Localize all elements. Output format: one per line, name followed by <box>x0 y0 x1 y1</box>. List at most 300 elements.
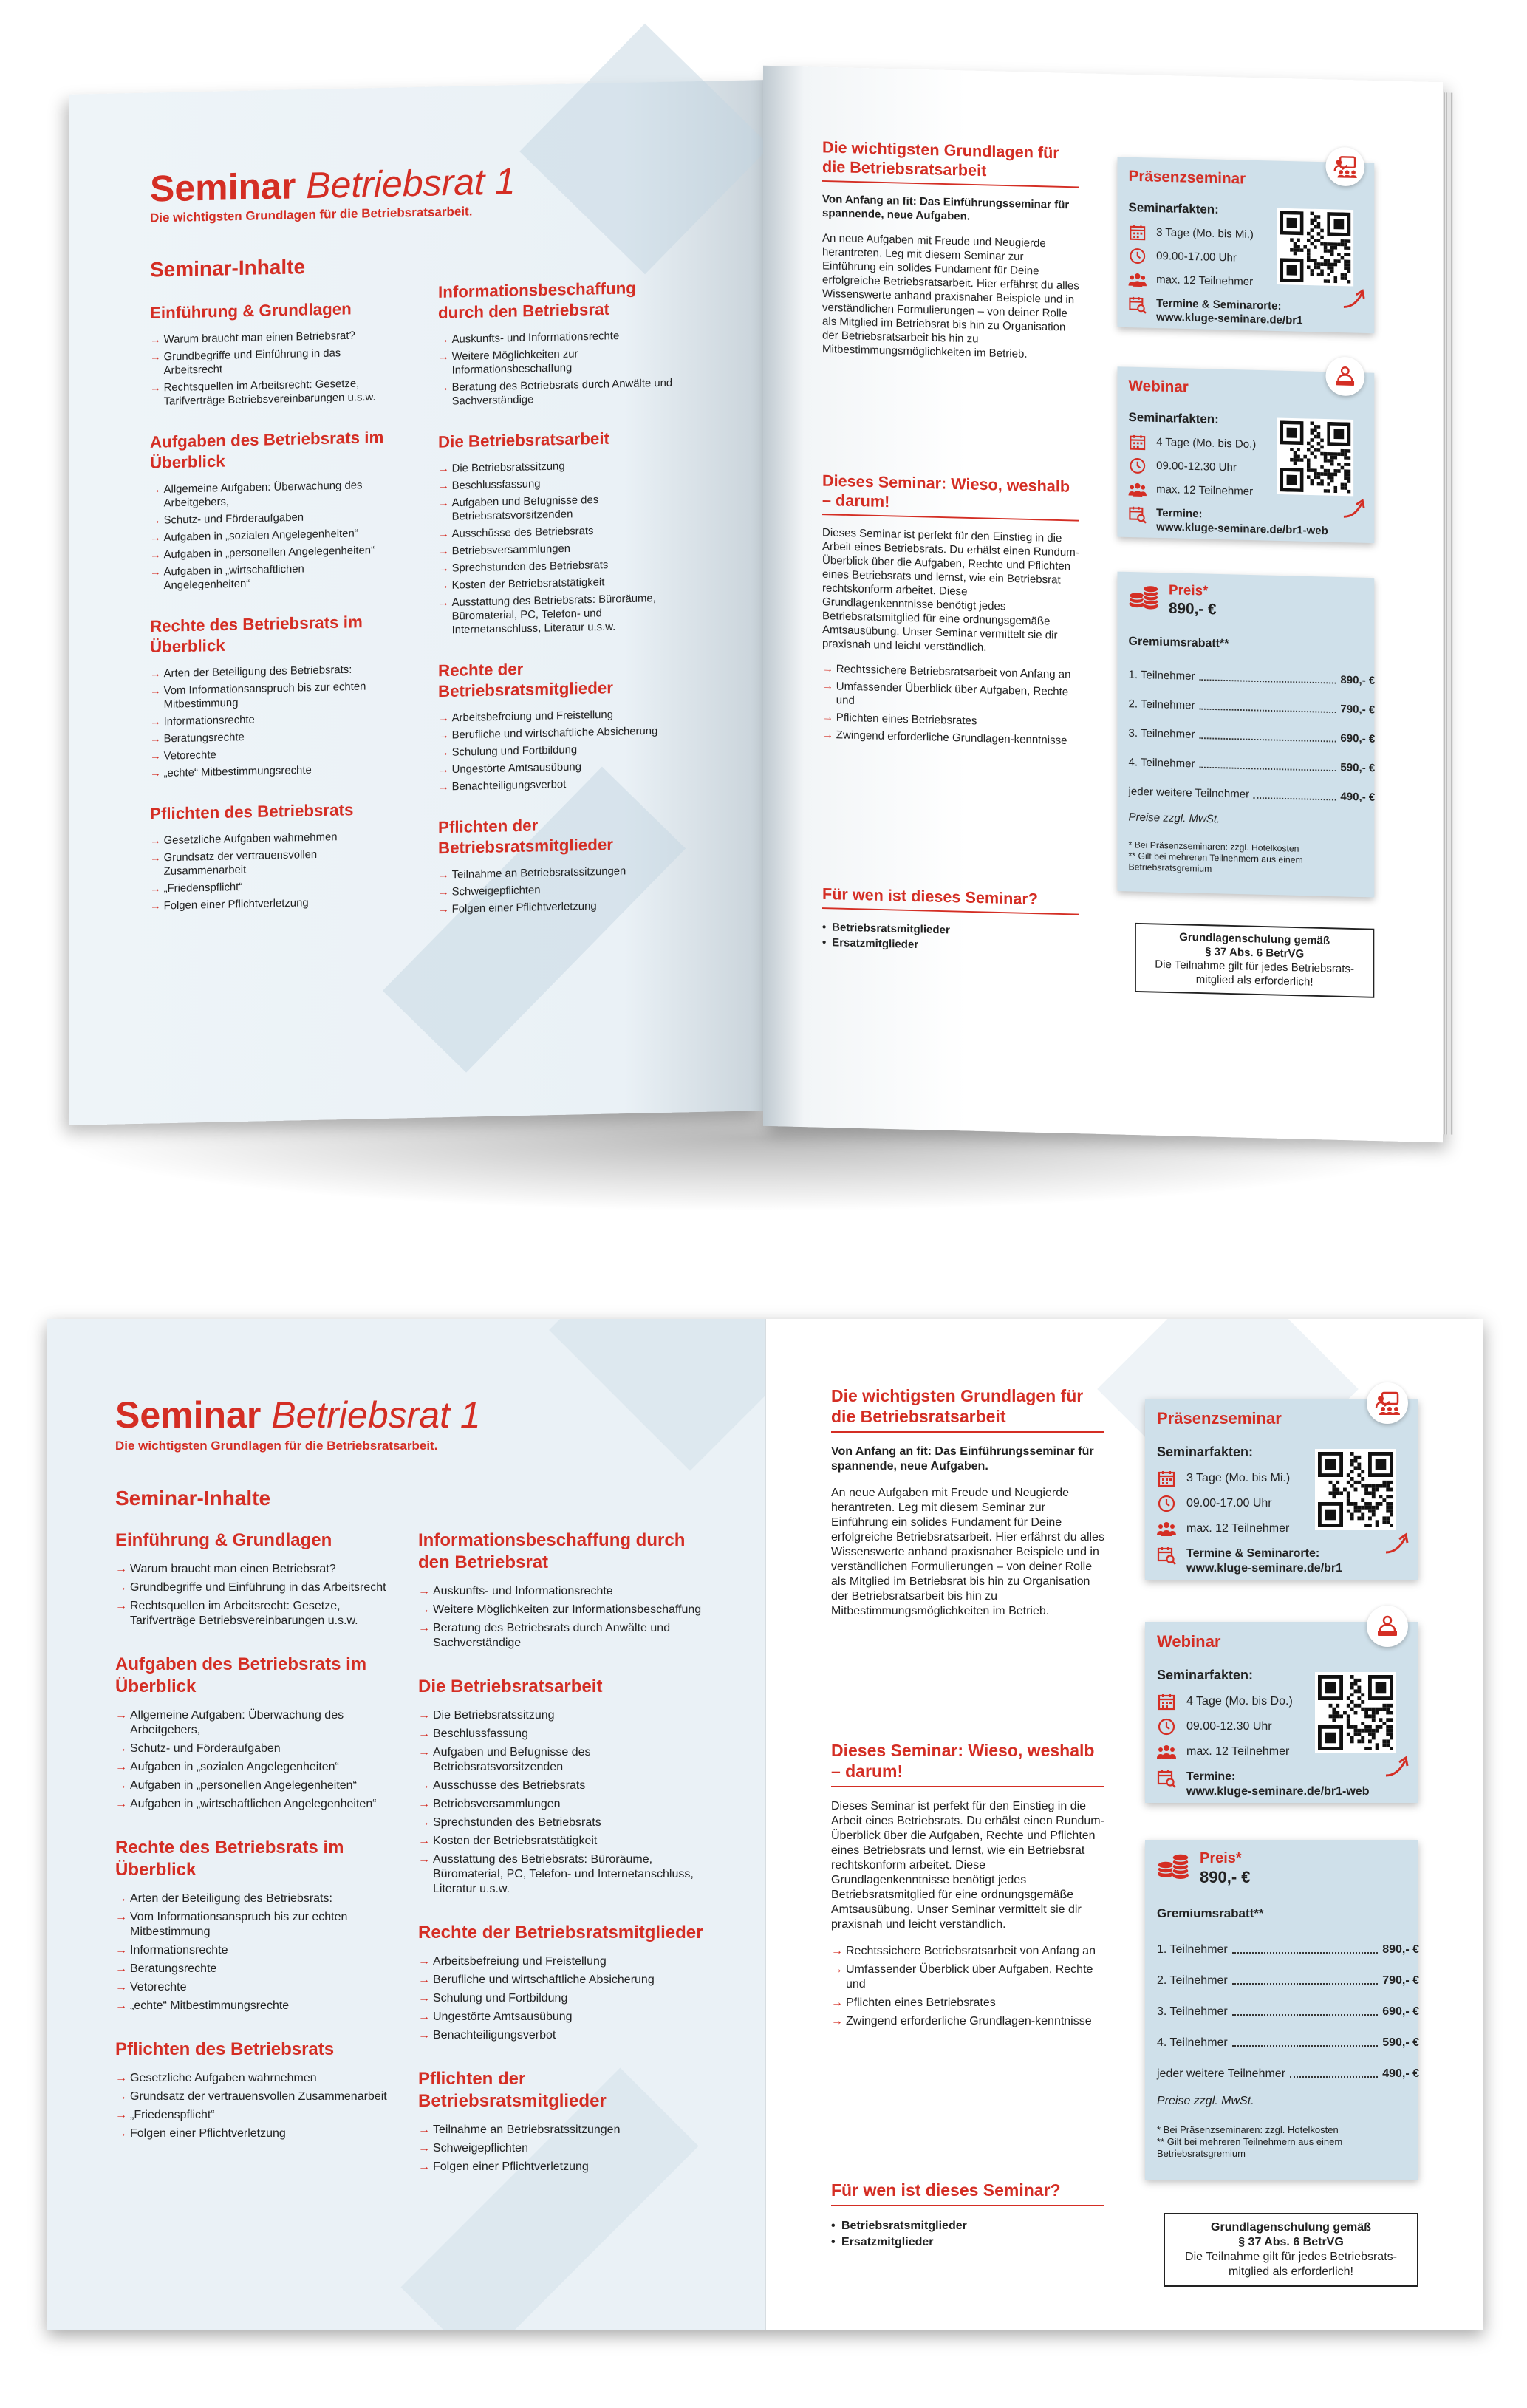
price-row-value: 590,- € <box>1382 2036 1419 2049</box>
for-whom-section <box>831 2180 1104 2251</box>
price-row-label: 4. Teilnehmer <box>1128 756 1195 771</box>
lead-text: Von Anfang an fit: Das Einführungsseminar für spannende, neue Aufgaben. <box>831 1445 1094 1473</box>
list-item: → Benachteiligungsverbot <box>418 2028 706 2043</box>
contents-section <box>418 1676 706 1897</box>
list-item: → Vetorechte <box>150 745 387 763</box>
leader-dots <box>1290 2076 1378 2078</box>
list-item: → Ungestörte Amtsausübung <box>438 759 675 777</box>
list-item: → Rechtsquellen im Arbeitsrecht: Gesetze, Tarifverträge Betriebsvereinbarungen u.s.w. <box>150 377 387 409</box>
footnotes <box>1129 839 1368 879</box>
section-heading: Pflichten des Betriebsrats <box>115 2039 335 2059</box>
webinar-title: Webinar <box>1157 1632 1221 1651</box>
praesenz-url[interactable]: www.kluge-seminare.de/br1 <box>1156 311 1303 327</box>
fact-time <box>1129 248 1237 267</box>
leader-dots <box>1199 679 1336 683</box>
contents-section <box>150 612 387 781</box>
qr-code-icon[interactable] <box>1277 417 1353 496</box>
list-item: → Vetorechte <box>115 1980 396 1995</box>
price-row-label: 1. Teilnehmer <box>1128 669 1195 683</box>
for-whom-list <box>831 2218 1104 2251</box>
list-item: → Folgen einer Pflichtverletzung <box>418 2160 706 2175</box>
list-item: → Sprechstunden des Betriebsrats <box>418 1815 706 1830</box>
mockup-col2 <box>438 278 675 941</box>
list-item: → „Friedenspflicht“ <box>115 2108 396 2123</box>
tax-note: Preise zzgl. MwSt. <box>1157 2095 1254 2107</box>
list-item: → Schulung und Fortbildung <box>438 741 675 760</box>
qr-code-icon[interactable] <box>1277 208 1353 287</box>
price-row-label: 4. Teilnehmer <box>1157 2036 1228 2049</box>
curved-arrow-icon <box>1383 1530 1412 1559</box>
list-item: → Umfassender Überblick über Aufgaben, Rechte und <box>822 680 1079 714</box>
why-heading: Dieses Seminar: Wieso, weshalb – darum! <box>822 471 1070 511</box>
price-value: 890,- € <box>1169 598 1217 618</box>
list-item: → Betriebsversammlungen <box>418 1797 706 1812</box>
dates-label: Termine: <box>1186 1770 1236 1783</box>
footnote-2: ** Gilt bei mehreren Teilnehmern aus einem Betriebsratsgremium <box>1157 2136 1343 2159</box>
price-card <box>1145 1840 1418 2180</box>
list-item: → Vom Informationsanspruch bis zur echten Mitbestimmung <box>115 1910 396 1940</box>
list-item: → Warum braucht man einen Betriebsrat? <box>150 329 387 347</box>
fact-dates <box>1157 1770 1369 1799</box>
list-item: → Aufgaben und Befugnisse des Betriebsratsvorsitzenden <box>438 492 675 525</box>
price-row <box>1129 785 1376 804</box>
contents-section <box>115 1654 396 1812</box>
webinar-card <box>1145 1622 1418 1803</box>
list-item: → Ungestörte Amtsausübung <box>418 2010 706 2025</box>
list-item: → Betriebsversammlungen <box>438 540 675 559</box>
fact-dates <box>1129 296 1303 328</box>
legal-line3: Die Teilnahme gilt für jedes Betriebsrats-mitglied als erforderlich! <box>1185 2251 1397 2278</box>
list-item: → Allgemeine Aufgaben: Überwachung des Arbeitgebers, <box>150 478 387 511</box>
leader-dots <box>1232 1952 1378 1954</box>
page-title: Seminar Betriebsrat 1 <box>115 1394 481 1436</box>
section-heading: Pflichten der Betriebsratsmitglieder <box>438 816 613 858</box>
list-item: → Gesetzliche Aufgaben wahrnehmen <box>115 2071 396 2086</box>
price-row-value: 690,- € <box>1382 2005 1419 2018</box>
grundlagen-heading: Die wichtigsten Grundlagen für die Betriebsratsarbeit <box>822 137 1059 180</box>
time-text: 09.00-17.00 Uhr <box>1186 1497 1272 1510</box>
price-label: Preis* <box>1200 1850 1242 1866</box>
contents-col2 <box>418 1529 706 2200</box>
list-item: → Beratung des Betriebsrats durch Anwälte und Sachverständige <box>418 1621 706 1651</box>
contents-section <box>150 799 387 914</box>
list-item: → Beratung des Betriebsrats durch Anwälte und Sachverständige <box>438 377 675 409</box>
section-heading: Einführung & Grundlagen <box>150 299 352 323</box>
participants-text: max. 12 Teilnehmer <box>1156 483 1254 498</box>
leader-dots <box>1199 767 1336 771</box>
list-item: → Aufgaben in „sozialen Angelegenheiten“ <box>150 527 387 545</box>
price-row-label: jeder weitere Teilnehmer <box>1128 785 1250 801</box>
list-item: → Aufgaben in „wirtschaftlichen Angelegenheiten“ <box>115 1797 396 1812</box>
price-row-label: 1. Teilnehmer <box>1157 1943 1228 1956</box>
list-item: → Schutz- und Förderaufgaben <box>150 509 387 528</box>
fact-dates <box>1129 506 1328 539</box>
contents-heading: Seminar-Inhalte <box>115 1487 271 1510</box>
contents-section <box>438 656 675 794</box>
list-item: → Arten der Beteiligung des Betriebsrats: <box>150 663 387 681</box>
list-item: → Benachteiligungsverbot <box>438 776 675 794</box>
praesenz-url[interactable]: www.kluge-seminare.de/br1 <box>1186 1562 1343 1575</box>
list-item: → „Friedenspflicht“ <box>150 878 387 896</box>
price-value: 890,- € <box>1200 1868 1251 1886</box>
contents-section <box>115 1837 396 2013</box>
mockup-right-page <box>763 66 1443 1142</box>
fact-participants <box>1129 481 1254 501</box>
discount-label: Gremiumsrabatt** <box>1157 1906 1264 1920</box>
list-item: • Betriebsratsmitglieder <box>822 920 1079 941</box>
webinar-url[interactable]: www.kluge-seminare.de/br1-web <box>1156 521 1328 537</box>
divider <box>831 1431 1104 1433</box>
price-row-label: 2. Teilnehmer <box>1157 1974 1228 1987</box>
for-whom-heading: Für wen ist dieses Seminar? <box>831 2180 1061 2200</box>
price-row-value: 890,- € <box>1382 1943 1419 1956</box>
contents-section <box>150 299 387 409</box>
list-item: → Grundbegriffe und Einführung in das Arbeitsrecht <box>115 1580 396 1595</box>
presenter-icon <box>1326 147 1365 187</box>
calendar-search-icon <box>1129 296 1147 313</box>
intro-text: An neue Aufgaben mit Freude und Neugierde herantreten. Leg mit diesem Seminar zur Einführung ein solides Fundament für Deine erfolgreiche Betriebsratsarbeit. Hier erfährst du alles Wissenswerte anhand praxisnaher Beispiele und in verständlichen Formulierungen – von deiner Rolle als Mitglied im Betriebsrat bis hin zu Organisation der Betriebsratsarbeit bis hin zu Mitbestimmungsmöglichkeiten im Betrieb. <box>831 1487 1104 1617</box>
list-item: → Rechtssichere Betriebsratsarbeit von Anfang an <box>822 662 1079 682</box>
price-row <box>1129 728 1376 746</box>
price-row-value: 790,- € <box>1340 703 1376 717</box>
section-heading: Informationsbeschaffung durch den Betriebsrat <box>418 1530 686 1572</box>
section-heading: Die Betriebsratsarbeit <box>438 429 609 452</box>
list-item: → Aufgaben in „sozialen Angelegenheiten“ <box>115 1760 396 1775</box>
facts-label: Seminarfakten: <box>1128 409 1219 426</box>
list-item: → Rechtsquellen im Arbeitsrecht: Gesetze, Tarifverträge Betriebsvereinbarungen u.s.w. <box>115 1599 396 1628</box>
price-row-value: 490,- € <box>1340 791 1376 804</box>
footnote-1: * Bei Präsenzseminaren: zzgl. Hotelkosten <box>1157 2124 1339 2135</box>
grundlagen-section <box>822 137 1079 364</box>
legal-line3: Die Teilnahme gilt für jedes Betriebsrats-mitglied als erforderlich! <box>1155 958 1355 989</box>
contents-col1 <box>115 1529 396 2166</box>
list-item: → Schweigepflichten <box>438 881 675 899</box>
list-item: → Die Betriebsratssitzung <box>438 457 675 476</box>
mockup-left-page <box>69 80 763 1125</box>
list-item: → Grundbegriffe und Einführung in das Arbeitsrecht <box>150 346 387 378</box>
legal-line2: § 37 Abs. 6 BetrVG <box>1205 946 1305 961</box>
list-item: → Arbeitsbefreiung und Freistellung <box>418 1954 706 1969</box>
section-heading: Die Betriebsratsarbeit <box>418 1677 603 1696</box>
page-edges <box>1443 92 1453 1134</box>
calendar-icon <box>1129 434 1147 451</box>
footnote-1: * Bei Präsenzseminaren: zzgl. Hotelkosten <box>1128 839 1299 854</box>
leader-dots <box>1232 2045 1378 2047</box>
calendar-search-icon <box>1157 1546 1176 1564</box>
price-row-value: 590,- € <box>1340 761 1376 775</box>
coins-icon <box>1157 1852 1191 1885</box>
coins-icon <box>1129 583 1161 615</box>
people-icon <box>1157 1743 1176 1761</box>
list-item: → „echte“ Mitbestimmungsrechte <box>115 1999 396 2013</box>
list-item: → Warum braucht man einen Betriebsrat? <box>115 1562 396 1577</box>
clock-icon <box>1157 1495 1176 1512</box>
curved-arrow-icon <box>1383 1753 1412 1782</box>
price-row <box>1157 2067 1419 2081</box>
list-item: → Folgen einer Pflichtverletzung <box>150 895 387 913</box>
list-item: → Aufgaben und Befugnisse des Betriebsratsvorsitzenden <box>418 1745 706 1775</box>
mockup-right-content <box>822 137 1392 1054</box>
why-text: Dieses Seminar ist perfekt für den Einstieg in die Arbeit eines Betriebsrats. Du erhälst einen Rundum-Überblick über die Aufgaben, Rechte und Pflichten eines Betriebsrats und lernst, wie ein Betriebsrat rechtskonform arbeitet. Diese Grundlagenkenntnisse benötigt jedes Betriebsratsmitglied für eine ordnungsgemäße Amtsausübung. Unser Seminar vermittelt sie dir praxisnah und leicht verständlich. <box>831 1800 1104 1931</box>
contents-section <box>150 428 387 593</box>
leader-dots <box>1254 797 1336 801</box>
why-list <box>822 662 1079 748</box>
list-item: → Aufgaben in „personellen Angelegenheiten“ <box>150 544 387 562</box>
list-item: → Kosten der Betriebsratstätigkeit <box>418 1834 706 1849</box>
legal-note <box>1135 923 1374 998</box>
left-page <box>47 1319 765 2330</box>
dates-label: Termine: <box>1156 507 1203 521</box>
fact-days <box>1129 224 1254 244</box>
why-text: Dieses Seminar ist perfekt für den Einstieg in die Arbeit eines Betriebsrats. Du erhälst einen Rundum-Überblick über die Aufgaben, Rechte und Pflichten eines Betriebsrats und lernst, wie ein Betriebsrat rechtskonform arbeitet. Diese Grundlagenkenntnisse benötigt jedes Betriebsratsmitglied für eine ordnungsgemäße Amtsausübung. Unser Seminar vermittelt sie dir praxisnah und leicht verständlich. <box>822 527 1079 654</box>
list-item: → Rechtssichere Betriebsratsarbeit von Anfang an <box>831 1944 1104 1959</box>
mockup-col1 <box>150 299 387 937</box>
list-item: → Gesetzliche Aufgaben wahrnehmen <box>150 830 387 848</box>
facts-label: Seminarfakten: <box>1157 1445 1254 1459</box>
list-item: → Arten der Beteiligung des Betriebsrats: <box>115 1892 396 1906</box>
facts-label: Seminarfakten: <box>1128 200 1219 216</box>
tax-note: Preise zzgl. MwSt. <box>1128 811 1220 826</box>
footnote-2: ** Gilt bei mehreren Teilnehmern aus einem Betriebsratsgremium <box>1128 850 1303 874</box>
fact-participants <box>1129 271 1254 291</box>
list-item: → Informationsrechte <box>115 1943 396 1958</box>
calendar-icon <box>1157 1693 1176 1711</box>
fact-dates <box>1157 1546 1342 1576</box>
section-heading: Rechte des Betriebsrats im Überblick <box>115 1838 344 1880</box>
list-item: → Berufliche und wirtschaftliche Absicherung <box>418 1973 706 1988</box>
list-item: → Weitere Möglichkeiten zur Informationsbeschaffung <box>418 1603 706 1617</box>
grundlagen-heading: Die wichtigsten Grundlagen für die Betriebsratsarbeit <box>831 1386 1084 1426</box>
price-row <box>1129 669 1376 688</box>
clock-icon <box>1129 248 1147 265</box>
price-row-label: 3. Teilnehmer <box>1157 2005 1228 2018</box>
why-section <box>822 471 1079 748</box>
deco-arrow <box>519 24 770 274</box>
presenter-icon <box>1367 1382 1408 1424</box>
price-row-value: 690,- € <box>1340 732 1376 746</box>
contents-section <box>418 2068 706 2175</box>
fact-time <box>1129 457 1237 477</box>
list-item: → Schulung und Fortbildung <box>418 1991 706 2006</box>
days-text: 3 Tage (Mo. bis Mi.) <box>1186 1472 1291 1484</box>
list-item: → Weitere Möglichkeiten zur Informationsbeschaffung <box>438 346 675 378</box>
list-item: → Zwingend erforderliche Grundlagen-kenntnisse <box>831 2014 1104 2029</box>
calendar-search-icon <box>1129 506 1147 523</box>
price-row-value: 790,- € <box>1382 1974 1419 1987</box>
price-row <box>1129 698 1376 717</box>
contents-section <box>115 2039 396 2141</box>
section-heading: Rechte des Betriebsrats im Überblick <box>150 613 363 657</box>
fact-participants <box>1157 1743 1289 1761</box>
list-item: → Umfassender Überblick über Aufgaben, Rechte und <box>831 1962 1104 1992</box>
list-item: → Schutz- und Förderaufgaben <box>115 1742 396 1756</box>
price-row-label: 2. Teilnehmer <box>1128 698 1195 712</box>
why-list <box>831 1944 1104 2029</box>
footnotes <box>1157 2124 1412 2160</box>
lead-text: Von Anfang an fit: Das Einführungsseminar für spannende, neue Aufgaben. <box>822 193 1070 223</box>
dates-label: Termine & Seminarorte: <box>1156 297 1282 313</box>
calendar-icon <box>1129 224 1147 241</box>
leader-dots <box>1199 737 1336 742</box>
price-label: Preis* <box>1169 582 1209 599</box>
praesenz-card <box>1145 1399 1418 1580</box>
price-row <box>1157 1943 1419 1957</box>
section-heading: Pflichten der Betriebsratsmitglieder <box>418 2069 607 2111</box>
webinar-title: Webinar <box>1128 376 1189 396</box>
list-item: → Aufgaben in „wirtschaftlichen Angelegenheiten“ <box>150 561 387 593</box>
right-page <box>765 1319 1483 2330</box>
dates-label: Termine & Seminarorte: <box>1186 1547 1320 1560</box>
webinar-icon <box>1367 1606 1408 1647</box>
contents-section <box>438 813 675 917</box>
praesenz-title: Präsenzseminar <box>1157 1409 1282 1428</box>
list-item: → Beratungsrechte <box>115 1962 396 1976</box>
fact-days <box>1157 1470 1290 1487</box>
praesenz-card <box>1118 157 1375 333</box>
right-content <box>831 1385 1437 2316</box>
list-item: → Beschlussfassung <box>418 1727 706 1742</box>
list-item: → Zwingend erforderliche Grundlagen-kenntnisse <box>822 729 1079 748</box>
why-section <box>831 1740 1104 2029</box>
flat-spread <box>47 1319 1483 2330</box>
list-item: → Kosten der Betriebsratstätigkeit <box>438 574 675 593</box>
facts-label: Seminarfakten: <box>1157 1668 1254 1682</box>
list-item: → Schweigepflichten <box>418 2141 706 2156</box>
webinar-url[interactable]: www.kluge-seminare.de/br1-web <box>1186 1785 1370 1798</box>
list-item: → Pflichten eines Betriebsrates <box>831 1996 1104 2010</box>
fact-time <box>1157 1718 1272 1736</box>
days-text: 4 Tage (Mo. bis Do.) <box>1186 1695 1293 1708</box>
time-text: 09.00-12.30 Uhr <box>1156 460 1237 474</box>
section-heading: Pflichten des Betriebsrats <box>150 800 354 824</box>
list-item: • Ersatzmitglieder <box>831 2234 1104 2251</box>
people-icon <box>1129 271 1147 288</box>
qr-code-icon[interactable] <box>1315 1449 1396 1530</box>
list-item: → Grundsatz der vertrauensvollen Zusammenarbeit <box>115 2090 396 2104</box>
list-item: → Die Betriebsratssitzung <box>418 1708 706 1723</box>
grundlagen-section <box>831 1385 1104 1619</box>
people-icon <box>1157 1520 1176 1538</box>
legal-note <box>1164 2213 1418 2287</box>
fact-days <box>1129 434 1257 454</box>
list-item: → Ausstattung des Betriebsrats: Büroräume, Büromaterial, PC, Telefon- und Internetanschluss, Literatur u.s.w. <box>438 592 675 638</box>
price-row-label: jeder weitere Teilnehmer <box>1157 2067 1286 2080</box>
list-item: → Beschlussfassung <box>438 475 675 494</box>
list-item: → Pflichten eines Betriebsrates <box>822 711 1079 731</box>
price-row <box>1157 2036 1419 2050</box>
clock-icon <box>1157 1718 1176 1736</box>
section-heading: Rechte der Betriebsratsmitglieder <box>418 1923 703 1943</box>
list-item: → Arbeitsbefreiung und Freistellung <box>438 707 675 726</box>
list-item: → Aufgaben in „personellen Angelegenheiten“ <box>115 1778 396 1793</box>
praesenz-title: Präsenzseminar <box>1128 166 1246 188</box>
price-row-label: 3. Teilnehmer <box>1128 727 1195 741</box>
list-item: → Teilnahme an Betriebsratssitzungen <box>418 2123 706 2138</box>
price-row <box>1157 1974 1419 1988</box>
section-heading: Informationsbeschaffung durch den Betriebsrat <box>438 279 636 323</box>
list-item: → Teilnahme an Betriebsratssitzungen <box>438 864 675 882</box>
days-text: 4 Tage (Mo. bis Do.) <box>1156 436 1257 451</box>
section-heading: Einführung & Grundlagen <box>115 1530 332 1550</box>
qr-code-icon[interactable] <box>1315 1672 1396 1753</box>
clock-icon <box>1129 457 1147 474</box>
contents-section <box>438 278 675 409</box>
list-item: → Sprechstunden des Betriebsrats <box>438 557 675 576</box>
fact-days <box>1157 1693 1293 1711</box>
why-heading: Dieses Seminar: Wieso, weshalb – darum! <box>831 1741 1095 1781</box>
list-item: • Ersatzmitglieder <box>822 935 1079 957</box>
divider <box>831 2205 1104 2206</box>
participants-text: max. 12 Teilnehmer <box>1186 1522 1290 1535</box>
fact-participants <box>1157 1520 1289 1538</box>
list-item: → Folgen einer Pflichtverletzung <box>115 2126 396 2141</box>
discount-label: Gremiumsrabatt** <box>1128 634 1229 650</box>
page-subtitle: Die wichtigsten Grundlagen für die Betriebsratsarbeit. <box>115 1439 438 1453</box>
list-item: → Ausschüsse des Betriebsrats <box>418 1778 706 1793</box>
price-card <box>1118 572 1375 898</box>
list-item: • Betriebsratsmitglieder <box>831 2218 1104 2234</box>
list-item: → Berufliche und wirtschaftliche Absicherung <box>438 724 675 743</box>
contents-section <box>438 427 675 638</box>
participants-text: max. 12 Teilnehmer <box>1186 1745 1290 1758</box>
for-whom-list <box>822 920 1079 957</box>
list-item: → Vom Informationsanspruch bis zur echten Mitbestimmung <box>150 680 387 712</box>
curved-arrow-icon <box>1341 286 1369 314</box>
mockup-subtitle: Die wichtigsten Grundlagen für die Betriebsratsarbeit. <box>150 204 473 225</box>
list-item: → Ausstattung des Betriebsrats: Büroräume, Büromaterial, PC, Telefon- und Internetanschluss, Literatur u.s.w. <box>418 1852 706 1897</box>
days-text: 3 Tage (Mo. bis Mi.) <box>1156 226 1254 241</box>
time-text: 09.00-12.30 Uhr <box>1186 1720 1272 1733</box>
contents-section <box>418 1922 706 2043</box>
leader-dots <box>1232 1983 1378 1985</box>
calendar-icon <box>1157 1470 1176 1487</box>
divider <box>831 1786 1104 1787</box>
price-row-value: 490,- € <box>1382 2067 1419 2080</box>
intro-text: An neue Aufgaben mit Freude und Neugierde herantreten. Leg mit diesem Seminar zur Einführung ein solides Fundament für Deine erfolgreiche Betriebsratsarbeit. Hier erfährst du alles Wissenswerte anhand praxisnaher Beispiele und in verständlichen Formulierungen – von deiner Rolle als Mitglied im Betriebsrat bis hin zu Organisation der Betriebsratsarbeit bis hin zu Mitbestimmungsmöglichkeiten im Betrieb. <box>822 232 1079 361</box>
price-row <box>1157 2005 1419 2019</box>
list-item: → Grundsatz der vertrauensvollen Zusammenarbeit <box>150 847 387 879</box>
contents-section <box>115 1529 396 1628</box>
webinar-card <box>1118 366 1375 543</box>
legal-line1: Grundlagenschulung gemäß <box>1211 2221 1371 2234</box>
mockup-contents-heading: Seminar-Inhalte <box>150 255 306 282</box>
section-heading: Aufgaben des Betriebsrats im Überblick <box>115 1654 367 1696</box>
for-whom-section <box>822 884 1079 957</box>
list-item: → Allgemeine Aufgaben: Überwachung des Arbeitgebers, <box>115 1708 396 1738</box>
time-text: 09.00-17.00 Uhr <box>1156 250 1237 265</box>
section-heading: Rechte der Betriebsratsmitglieder <box>438 660 613 701</box>
participants-text: max. 12 Teilnehmer <box>1156 273 1254 288</box>
list-item: → Folgen einer Pflichtverletzung <box>438 898 675 916</box>
contents-section <box>418 1529 706 1651</box>
leader-dots <box>1199 709 1336 713</box>
list-item: → Ausschüsse des Betriebsrats <box>438 523 675 542</box>
calendar-search-icon <box>1157 1770 1176 1787</box>
section-heading: Aufgaben des Betriebsrats im Überblick <box>150 428 384 473</box>
list-item: → Beratungsrechte <box>150 728 387 746</box>
webinar-icon <box>1326 356 1365 396</box>
leader-dots <box>1232 2014 1378 2016</box>
deco-arrow <box>549 1319 765 1471</box>
price-row-value: 890,- € <box>1340 674 1376 687</box>
list-item: → Auskunfts- und Informationsrechte <box>438 328 675 347</box>
legal-line1: Grundlagenschulung gemäß <box>1179 931 1330 947</box>
for-whom-heading: Für wen ist dieses Seminar? <box>822 884 1038 908</box>
legal-line2: § 37 Abs. 6 BetrVG <box>1238 2236 1344 2248</box>
price-row <box>1129 757 1376 775</box>
list-item: → „echte“ Mitbestimmungsrechte <box>150 763 387 781</box>
curved-arrow-icon <box>1341 496 1369 524</box>
